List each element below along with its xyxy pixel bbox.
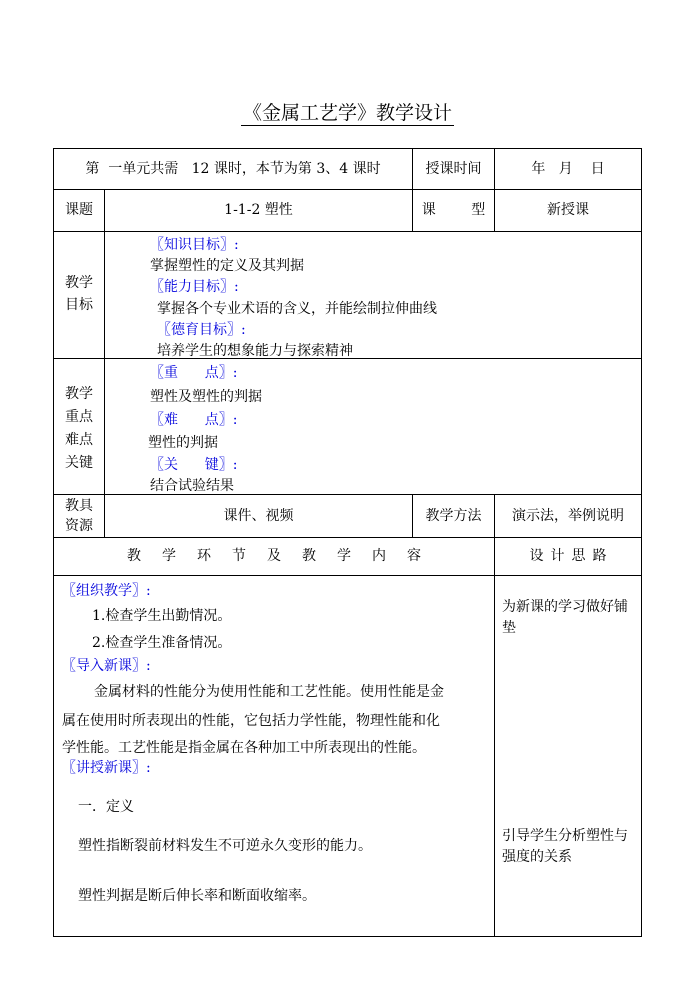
ability-heading: 〖能力目标〗: — [150, 279, 239, 295]
topic-value: 1-1-2 塑性 — [224, 202, 293, 218]
time-label: 授课时间 — [425, 160, 482, 177]
time-label-cell — [413, 149, 494, 189]
topic-label: 课题 — [65, 202, 93, 218]
key-heading: 〖关 键〗: — [150, 457, 238, 473]
unit-info-text: 第 一单元共需 12 课时，本节为第 3、4 课时 — [85, 160, 381, 177]
knowledge-text: 掌握塑性的定义及其判据 — [150, 258, 304, 274]
intro-line-2: 属在使用时所表现出的性能，它包括力学性能，物理性能和化 — [62, 713, 440, 729]
method-label: 教学方法 — [425, 507, 482, 524]
type-label: 课 型 — [421, 202, 486, 218]
focus-heading: 〖重 点〗: — [150, 365, 238, 381]
section-title: 一．定义 — [78, 799, 134, 815]
vline-label — [104, 189, 105, 537]
moral-heading: 〖德育目标〗: — [157, 322, 246, 338]
vline-right — [641, 148, 642, 937]
criterion-text: 塑性判据是断后伸长率和断面收缩率。 — [78, 888, 316, 904]
hline-bottom — [53, 936, 642, 937]
organize-heading: 〖组织教学〗: — [62, 583, 151, 599]
key-points-label — [56, 383, 102, 475]
design-note-1-text: 为新课的学习做好铺垫 — [502, 599, 628, 636]
hline-2 — [53, 231, 642, 232]
hline-6 — [53, 575, 642, 576]
method-value: 演示法，举例说明 — [512, 507, 624, 524]
topic-value-cell — [105, 190, 412, 231]
focus-text: 塑性及塑性的判据 — [150, 389, 262, 405]
type-value-cell — [495, 190, 641, 231]
content-header-cell — [54, 538, 494, 575]
objectives-label — [56, 272, 102, 316]
type-value: 新授课 — [547, 202, 589, 218]
intro-heading: 〖导入新课〗: — [62, 658, 151, 674]
time-value: 年 月 日 — [531, 160, 605, 177]
method-label-cell — [413, 495, 494, 537]
content-header: 教学环节及教学内容 — [127, 548, 442, 564]
design-header-cell — [495, 538, 641, 575]
knowledge-heading: 〖知识目标〗: — [150, 237, 239, 253]
design-note-2 — [502, 826, 638, 868]
intro-line-3: 学性能。工艺性能是指金属在各种加工中所表现出的性能。 — [62, 740, 426, 756]
title-text: 《金属工艺学》教学设计 — [242, 102, 452, 124]
resources-value: 课件、视频 — [223, 507, 294, 524]
lecture-heading: 〖讲授新课〗: — [62, 760, 151, 776]
design-note-2-text: 引导学生分析塑性与强度的关系 — [502, 828, 628, 865]
definition-text: 塑性指断裂前材料发生不可逆永久变形的能力。 — [78, 838, 372, 854]
difficulty-text: 塑性的判据 — [148, 435, 218, 451]
intro-line-1: 金属材料的性能分为使用性能和工艺性能。使用性能是金 — [94, 684, 444, 700]
time-value-cell — [495, 149, 641, 189]
resources-label — [56, 496, 102, 536]
difficulty-heading: 〖难 点〗: — [150, 412, 238, 428]
organize-item-2: 2.检查学生准备情况。 — [92, 635, 232, 651]
design-note-1 — [502, 597, 638, 639]
unit-info-cell — [54, 149, 412, 189]
resources-label-text: 教具资源 — [65, 498, 93, 534]
type-label-cell — [413, 190, 494, 231]
design-header: 设计思路 — [529, 548, 614, 564]
organize-item-1: 1.检查学生出勤情况。 — [92, 608, 232, 624]
key-points-label-text: 教学重点难点关键 — [65, 386, 93, 471]
key-text: 结合试验结果 — [150, 478, 234, 494]
ability-text: 掌握各个专业术语的含义，并能绘制拉伸曲线 — [157, 301, 437, 317]
topic-label-cell — [54, 190, 104, 231]
document-title — [0, 98, 695, 125]
objectives-label-text: 教学目标 — [65, 275, 93, 313]
resources-value-cell — [105, 495, 412, 537]
moral-text: 培养学生的想象能力与探索精神 — [157, 343, 353, 359]
method-value-cell — [495, 495, 641, 537]
